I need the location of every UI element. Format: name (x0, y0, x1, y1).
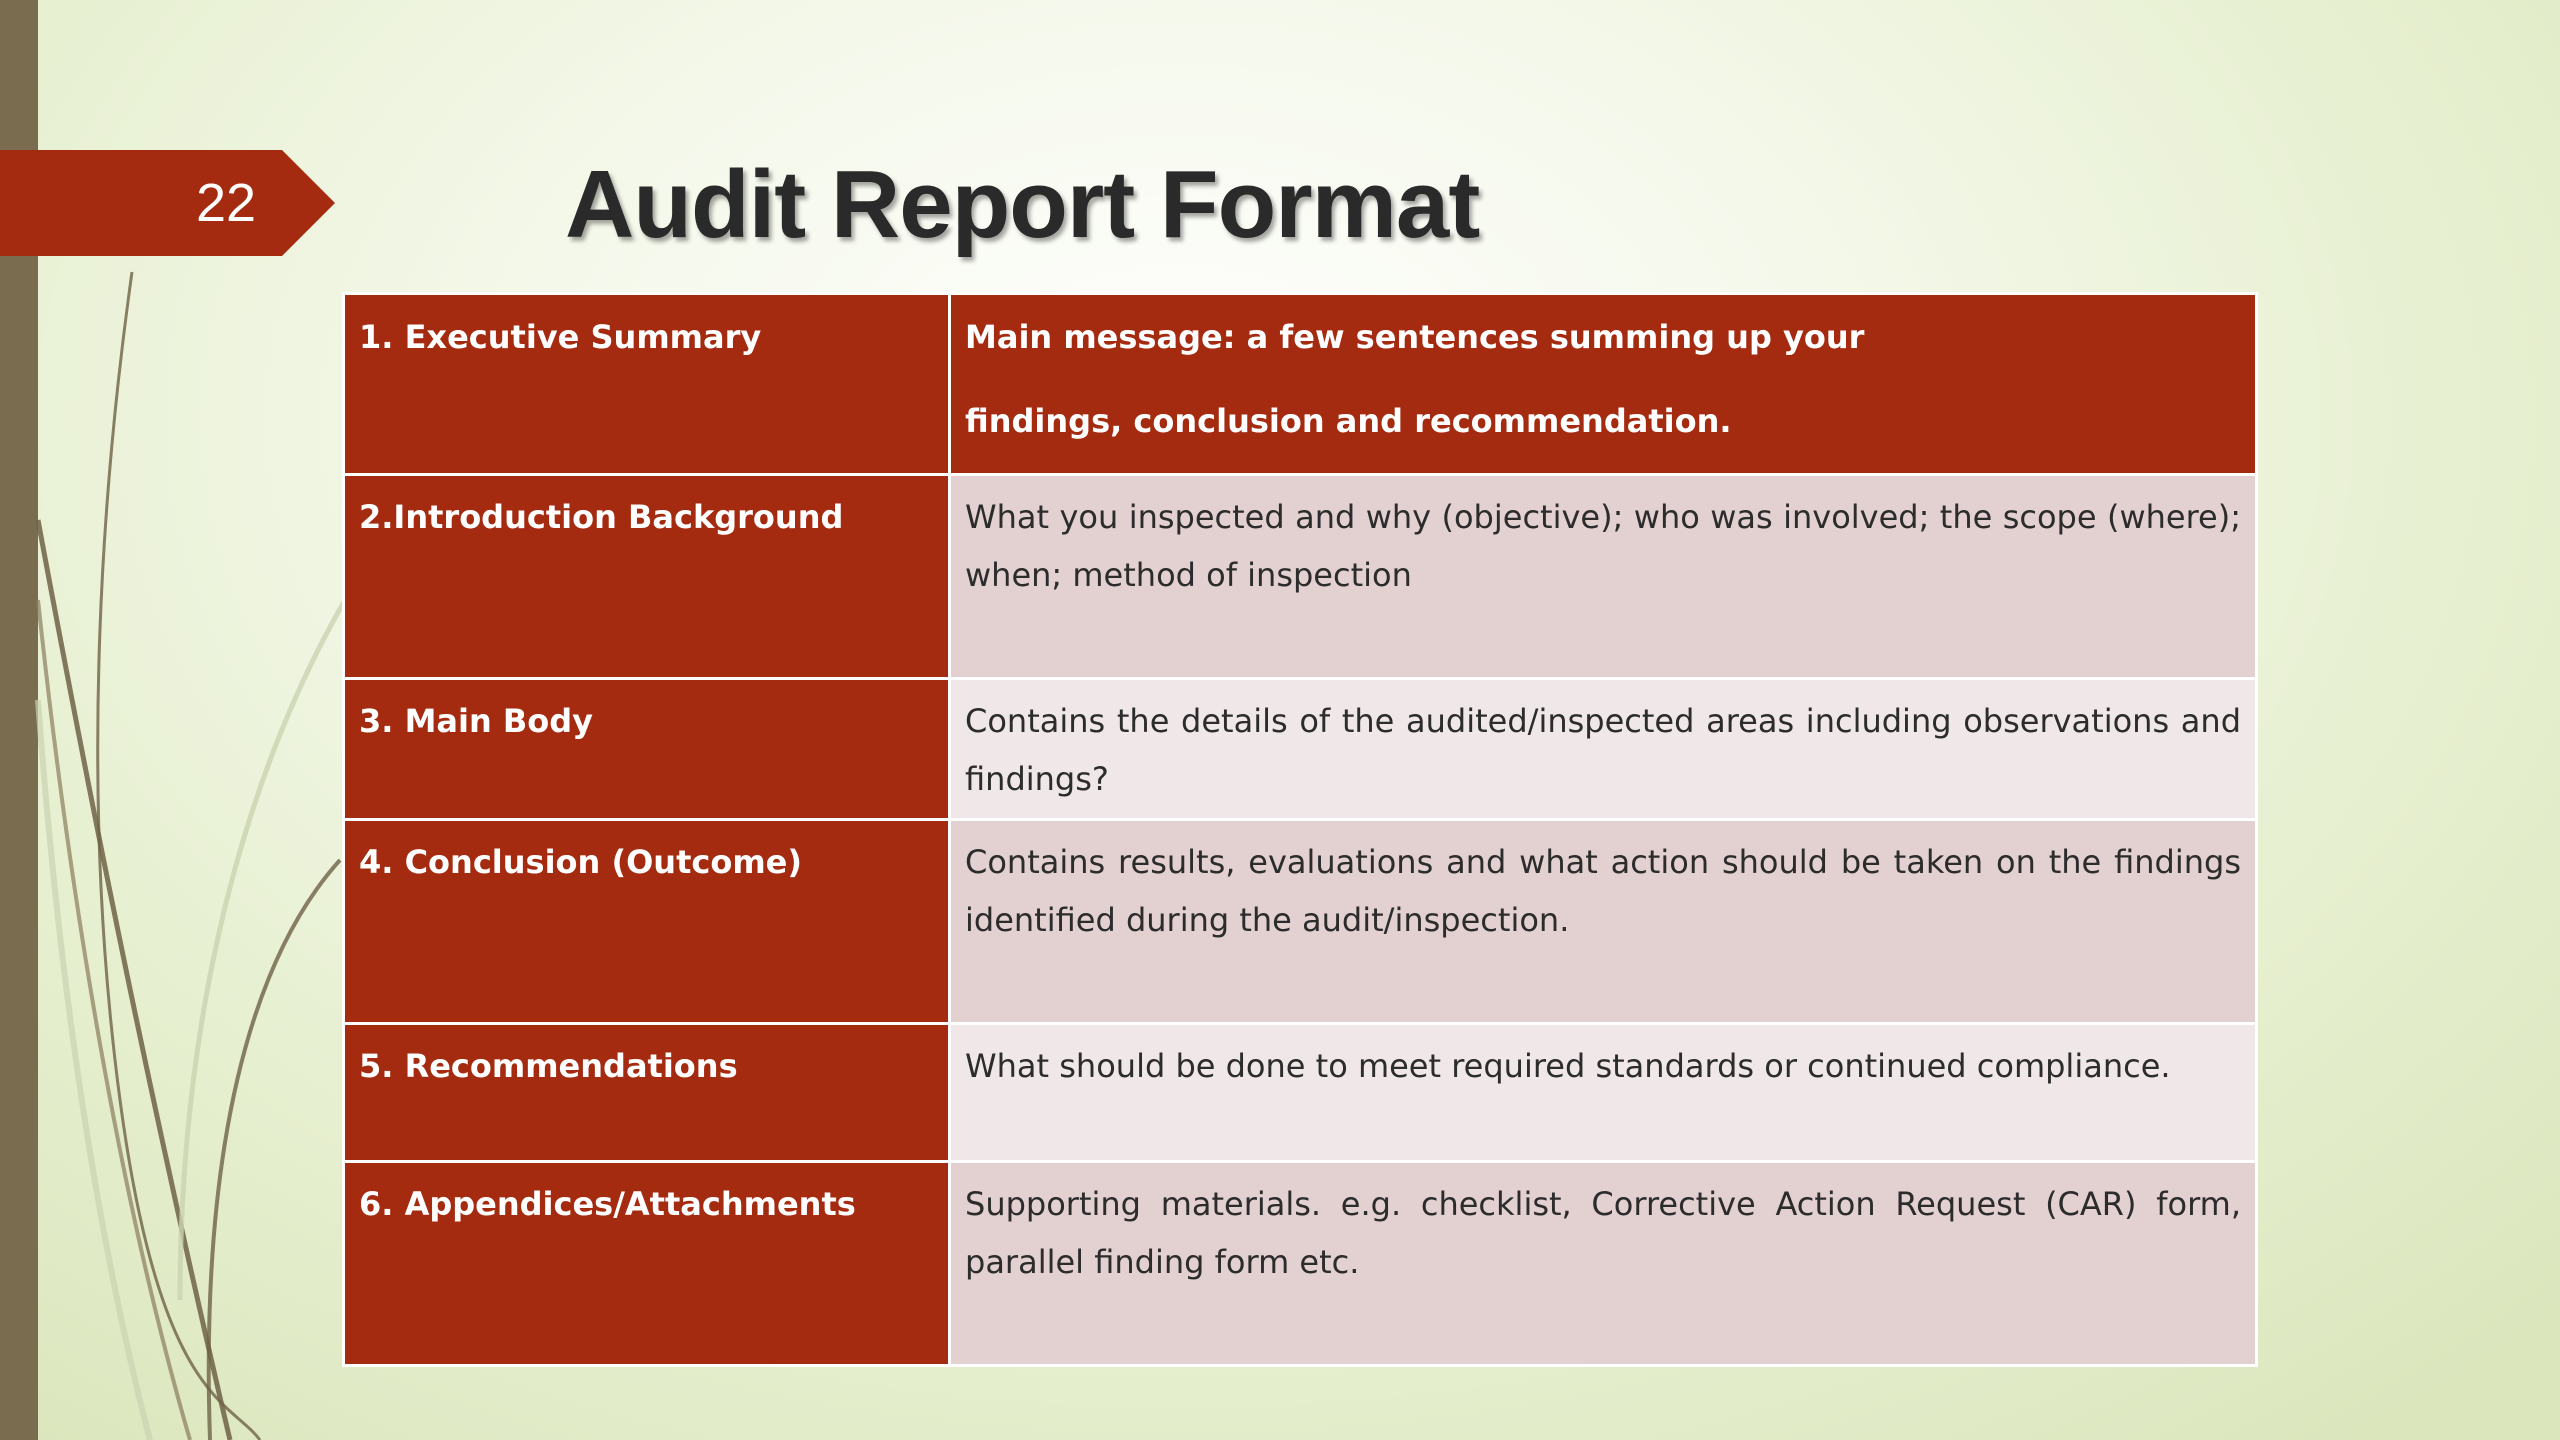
table-row (344, 1162, 2257, 1366)
description-cell (950, 294, 2257, 475)
section-cell: 3. Main Body (344, 679, 950, 820)
table-row (344, 475, 2257, 679)
description-cell: Supporting materials. e.g. checklist, Corrective Action Request (CAR) form, parallel finding form etc. (950, 1162, 2257, 1366)
table-row (344, 1024, 2257, 1162)
description-cell: Contains results, evaluations and what action should be taken on the findings identified during the audit/inspection. (950, 820, 2257, 1024)
table-row (344, 294, 2257, 475)
section-cell: 5. Recommendations (344, 1024, 950, 1162)
description-cell: What should be done to meet required standards or continued compliance. (950, 1024, 2257, 1162)
description-line: Main message: a few sentences summing up your (965, 318, 1865, 356)
section-cell: 1. Executive Summary (344, 294, 950, 475)
section-cell: 4. Conclusion (Outcome) (344, 820, 950, 1024)
slide-number-badge (0, 150, 335, 256)
table-row (344, 820, 2257, 1024)
section-cell: 6. Appendices/Attachments (344, 1162, 950, 1366)
slide-number: 22 (196, 173, 257, 233)
description-cell: Contains the details of the audited/inspected areas including observations and findings? (950, 679, 2257, 820)
table-row (344, 679, 2257, 820)
description-cell: What you inspected and why (objective); who was involved; the scope (where); when; method of inspection (950, 475, 2257, 679)
page-title: Audit Report Format (565, 151, 1480, 258)
section-cell: 2.Introduction Background (344, 475, 950, 679)
audit-report-table (342, 292, 2258, 1367)
description-line: findings, conclusion and recommendation. (965, 402, 1732, 440)
